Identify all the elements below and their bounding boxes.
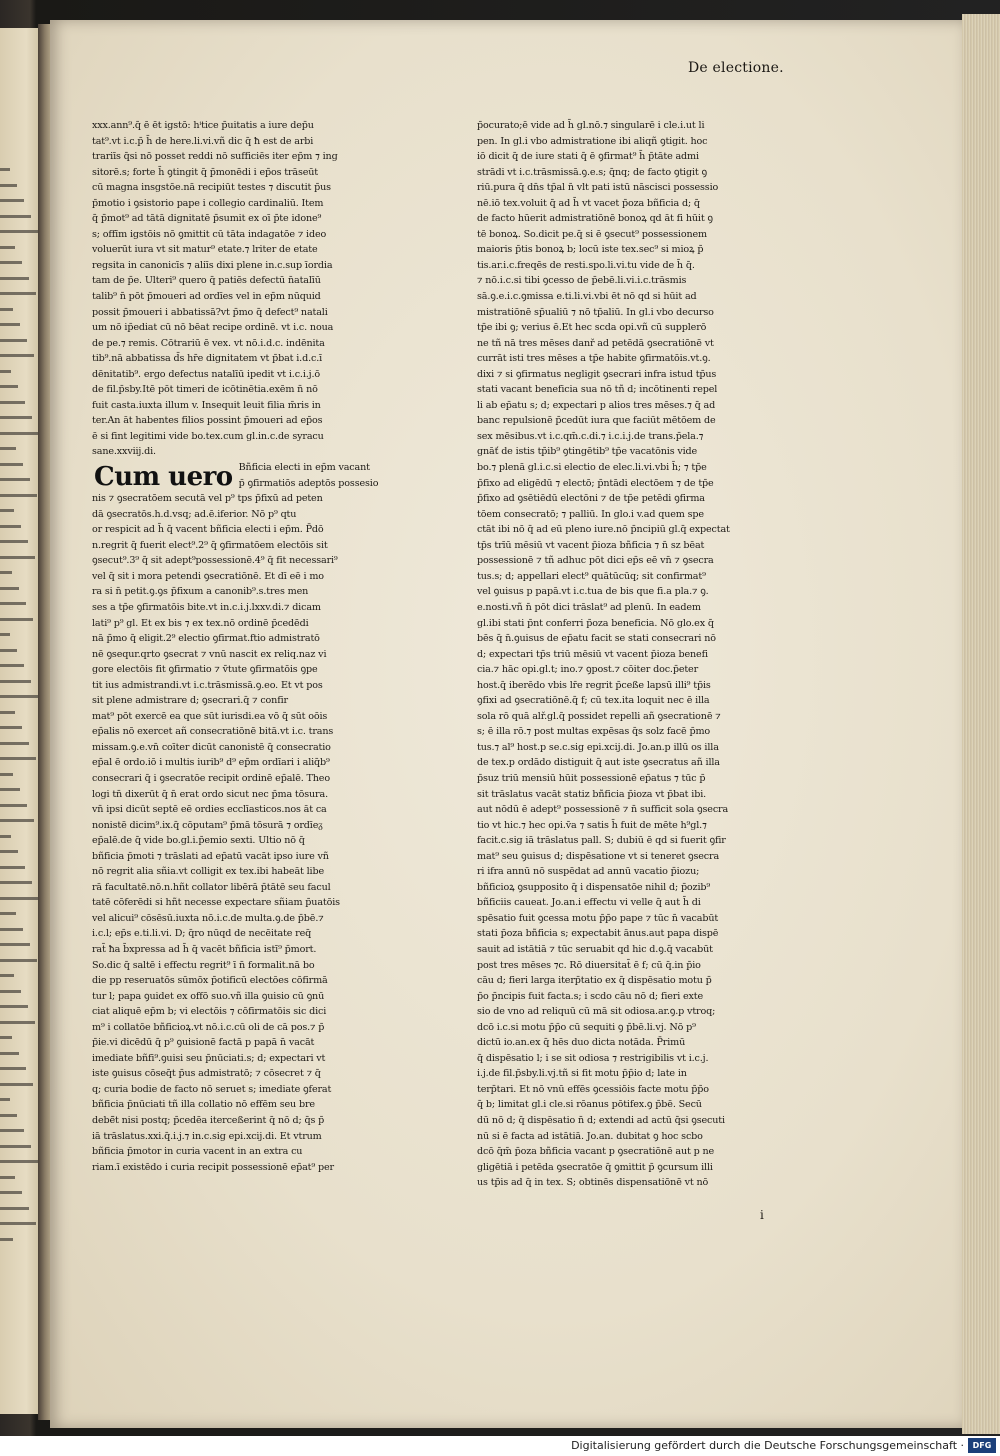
- text-line: imediate bñfi⁹.ꝯuisi seu p̄nūciati.s; d; expectari vt: [92, 1052, 326, 1064]
- text-line: bo.⁊ plenā gl.i.c.si electio de elec.li.vi.vbi h̄; ⁊ tp̄e: [477, 462, 707, 474]
- text-line: tib⁹.nā abbatissa d̄s hr̄e dignitatem vt p̄bat i.d.c.ī: [92, 353, 323, 365]
- text-line: or respicit ad h̄ q̄ vacent bñficia electi i ep̄m. P̄dō: [92, 524, 324, 536]
- facing-page-text-fragment: [0, 463, 23, 466]
- text-line: die pp reseruatōs sūmōx p̄otificū electōes cōfirmā: [92, 975, 328, 987]
- facing-page-text-fragment: [0, 292, 36, 295]
- text-line: stati vacant beneficia sua nō tñ d; incōtinenti repel: [477, 384, 718, 396]
- facing-page-text-fragment: [0, 215, 31, 218]
- text-line: ra si n̄ petit.ꝯ.ꝯs p̄fixum a canonib⁹.s.tres men: [92, 586, 309, 598]
- text-line: possit p̄moueri i abbatissā?vt p̄mo q̄ defect⁹ natali: [92, 306, 328, 318]
- text-line: p̄ie.vi dicēdū q̄ p⁹ ꝯuisionē factā p papā n̄ vacāt: [92, 1037, 315, 1049]
- facing-page-text-fragment: [0, 618, 33, 621]
- text-line: p̄ocurato;ē vide ad h̄ gl.nō.⁊ singularē i cle.i.ut li: [477, 120, 705, 131]
- facing-page-text-fragment: [0, 788, 20, 791]
- text-line: cia.⁊ hāc opi.gl.t; ino.⁊ ꝯpost.⁊ cōiter doc.p̄eter: [477, 664, 699, 676]
- facing-page-text-fragment: [0, 540, 28, 543]
- facing-page-text-fragment: [0, 184, 17, 187]
- text-line: iā trāslatus.xxi.q̄.i.j.⁊ in.c.sig epi.xcij.di. Et vtrum: [92, 1130, 322, 1142]
- text-line: s; offīm igstōis nō ꝯmittit cū tāta indagatōe ⁊ ideo: [92, 228, 327, 240]
- text-line: bñficiis caueat. Jo.an.i effectu vi velle q̄ aut h̄ di: [477, 897, 701, 909]
- text-line: riam.ī existēdo i curia recipit possessionē ep̄at⁹ per: [92, 1161, 334, 1173]
- facing-page-text-fragment: [0, 1191, 22, 1194]
- facing-page-text-fragment: [0, 1238, 13, 1241]
- text-line: p̄fixo ad ꝯsētiēdū electōni ⁊ de tp̄e petēdi ꝯfirma: [477, 493, 705, 505]
- facing-page-text-fragment: [0, 1005, 28, 1008]
- text-line: regsita in canonicīs ⁊ aliīs dixi plene in.c.sup īordia: [92, 259, 333, 271]
- text-line: missam.ꝯ.e.vn̄ coīter dicūt canonistē q̄ consecratio: [92, 741, 331, 753]
- text-line: de pe.⁊ remis. Cōtrariū ē vex. vt nō.i.d.c. indēnita: [92, 337, 325, 349]
- facing-page-text-fragment: [0, 1207, 29, 1210]
- text-line: ꝯsecut⁹.3⁹ q̄ sit adept⁹possessionē.4⁹ q̄ fit necessari⁹: [92, 555, 338, 567]
- text-line: facit.c.sig iā trāslatus pall. S; dubiū ē qd si fuerit ꝯfir: [477, 835, 726, 847]
- text-line: banc repulsionē p̄cedūt iura que faciūt mētōem de: [477, 415, 716, 427]
- text-line: sit plene admistrare d; ꝯsecrari.q̄ ⁊ confir: [92, 695, 288, 707]
- text-line: trariīs q̄si nō posset reddi nō sufficiēs iter ep̄m ⁊ ing: [92, 151, 338, 163]
- facing-page-text-fragment: [0, 525, 21, 528]
- text-line: vel alicui⁹ cōsēsū.iuxta nō.i.c.de multa.ꝯ.de p̄bē.⁊: [92, 912, 324, 924]
- text-line: s; ē illa rō.⁊ post multas expēsas q̄s solz facē p̄mo: [477, 726, 711, 738]
- text-line: dcō i.c.si motu p̄p̄o cū sequiti ꝯ p̄bē.li.vj. Nō p⁹: [477, 1021, 696, 1033]
- text-line: bñficia p̄motor in curia vacent in an extra cu: [92, 1146, 303, 1158]
- digitization-footer: [0, 1436, 1000, 1456]
- facing-page-text-fragment: [0, 974, 14, 977]
- text-line: tat⁹.vt i.c.p̄ h̄ de here.li.vi.vñ dic q̄ ħ est de arbi: [92, 135, 314, 147]
- text-line: dixi ⁊ si ꝯfirmatus negligit ꝯsecrari infra istud tp̄us: [477, 368, 717, 380]
- facing-page-text-fragment: [0, 1083, 33, 1086]
- facing-page-text-fragment: [0, 354, 34, 357]
- text-line: q̄ p̄mot⁹ ad tātā dignitatē p̄sumit ex oī p̄te idone⁹: [92, 213, 322, 225]
- text-line: nā p̄mo q̄ eligit.2⁹ electio ꝯfirmat.ftio admistratō: [92, 633, 320, 645]
- text-line: p̄motio i ꝯsistorio pape i collegio cardinaliū. Item: [92, 197, 324, 209]
- text-line: bēs q̄ n̄.ꝯuisus de ep̄atu facit se stati consecrari nō: [477, 633, 716, 645]
- text-line: tatē cōferēdi si hñt necesse expectare sñiam p̄uatōis: [92, 897, 340, 909]
- text-line: ꝯfixi ad ꝯsecratiōnē.q̄ f; cū tex.ita loquit nec ē illa: [477, 695, 710, 707]
- facing-page-text-fragment: [0, 804, 27, 807]
- text-line: currāt isti tres mēses a tp̄e habite ꝯfirmatōis.vt.ꝯ.: [477, 353, 711, 365]
- facing-page-text-fragment: [0, 1114, 17, 1117]
- text-line: host.q̄ iberēdo vbis lr̄e regrit p̄ceße lapsū illi⁹ tp̄is: [477, 679, 711, 691]
- text-line: gligētiā i petēda ꝯsecratōe q̄ ꝯmittit p̄ ꝯcursum illi: [477, 1161, 713, 1173]
- text-line: ne tñ nā tres mēses danř ad petēdā ꝯsecratiōnē vt: [477, 337, 714, 349]
- right-text-column: [477, 118, 775, 1191]
- facing-page-text-fragment: [0, 649, 17, 652]
- text-line: tam de p̄e. Ulteri⁹ quero q̄ patiēs defectū n̄atalīū: [92, 275, 321, 287]
- facing-page-text-fragment: [0, 1176, 15, 1179]
- facing-page-text-fragment: [0, 494, 37, 497]
- facing-page-text-fragment: [0, 323, 20, 326]
- facing-page-text-fragment: [0, 1145, 31, 1148]
- text-line: maioris p̄tis bonoꝝ b; locū iste tex.sec⁹ si mioꝝ p̄: [477, 244, 704, 256]
- text-line: sex mēsibus.vt i.c.qm̄.c.di.⁊ i.c.i.j.de trans.p̄ela.⁊: [477, 430, 704, 442]
- facing-page-text-fragment: [0, 261, 22, 264]
- footer-credit-text: Digitalisierung gefördert durch die Deutsche Forschungsgemeinschaft ·: [571, 1439, 964, 1452]
- facing-page-text-fragment: [0, 339, 27, 342]
- text-line: ter.An āt habentes filios possint p̄moueri ad ep̄os: [92, 415, 323, 427]
- text-line: tp̄e ibi ꝯ; verius ē.Et hec scda opi.vñ cū supplerō: [477, 322, 707, 334]
- facing-page-text-fragment: [0, 711, 15, 714]
- text-line: ⁊ nō.i.c.si tibi ꝯcesso de p̄ebē.li.vi.i.c.trāsmis: [477, 275, 687, 287]
- text-line: pen. In gl.i vbo admistratione ibi aliqñ ꝯtigit. hoc: [477, 135, 708, 147]
- text-line: cāu d; fieri larga iterp̄tatio ex q̄ dispēsatio motu p̄: [477, 975, 712, 987]
- rubric-heading: Cum uero: [94, 462, 233, 493]
- facing-page-text-fragment: [0, 587, 19, 590]
- text-line: sane.xxviij.di.: [92, 446, 156, 458]
- text-line: talib⁹ n̄ pōt p̄moueri ad ordīes vel in ep̄m nūquid: [92, 291, 321, 303]
- facing-page-text-fragment: [0, 230, 38, 233]
- text-line: fuit casta.iuxta illum v. Insequit leuit filia m̄ris in: [92, 399, 321, 411]
- facing-page-text-fragment: [0, 168, 10, 171]
- facing-page-text-fragment: [0, 199, 24, 202]
- facing-page-text-fragment: [0, 773, 13, 776]
- facing-page-text-fragment: [0, 385, 18, 388]
- text-line: tus.⁊ al⁹ host.p se.c.sig epi.xcij.di. Jo.an.p illū os illa: [477, 741, 719, 753]
- text-line: vel ꝯuisus p papā.vt i.c.tua de bis que fi.a pla.⁊ ꝯ.: [477, 586, 709, 598]
- text-line: ep̄alē.de q̄ vide bo.gl.i.p̄emio sexti. Ultio nō q̄: [92, 835, 305, 847]
- text-line: dā ꝯsecratōs.h.d.vsq; ad.ē.iferior. Nō p⁹ qtu: [92, 508, 297, 520]
- text-line: lati⁹ p⁹ gl. Et ex bis ⁊ ex tex.nō ordinē p̄cedēdi: [92, 617, 309, 629]
- running-head: De electione.: [688, 60, 784, 76]
- facing-page-text-fragment: [0, 509, 14, 512]
- text-line: rat̄ ħa b̄xpressa ad h̄ q̄ vacēt bñficia istī⁹ p̄mort.: [92, 943, 317, 955]
- text-line: nē ꝯsequr.qrto ꝯsecrat ⁊ vnū nascit ex reliq.naz vi: [92, 648, 327, 660]
- facing-page-text-fragment: [0, 912, 16, 915]
- facing-page-text-fragment: [0, 695, 38, 698]
- text-line: tur l; papa ꝯuidet ex offō suo.vñ illa ꝯuisio cū ꝯnū: [92, 990, 325, 1002]
- text-line: n.regrit q̄ fuerit elect⁹.2⁹ q̄ ꝯfirmatōem electōis sit: [92, 539, 328, 551]
- text-line: ep̄alis nō exercet añ consecratiōnē bitā.vt i.c. trans: [92, 726, 334, 738]
- text-line: debē̄t nisi postq; p̄cedēa iterceßerint q̄ nō d; q̄s p̄: [92, 1115, 325, 1126]
- facing-page-text-fragment: [0, 680, 31, 683]
- text-line: sola rō quā alř.gl.q̄ possidet repelli añ ꝯsecrationē ⁊: [477, 710, 721, 722]
- facing-page-text-fragment: [0, 897, 39, 900]
- text-line: ctāt ibi nō q̄ ad eū pleno iure.nō p̄ncipiū gl.q̄ expectat: [477, 524, 730, 536]
- text-line: iste ꝯuisus cōseq̄t p̄us admistratō; ⁊ cōsecret ⁊ q̄: [92, 1068, 321, 1080]
- facing-page-text-fragment: [0, 850, 18, 853]
- text-line: cū magna insgstōe.nā recipiūt testes ⁊ discutit p̄us: [92, 182, 331, 194]
- text-line: e.nosti.vñ n̄ pōt dici trāslat⁹ ad plenū. In eadem: [477, 601, 701, 613]
- text-line: aut nōdū ē adept⁹ possessionē ⁊ n̄ sufficit sola ꝯsecra: [477, 804, 729, 816]
- text-line: nū si ē facta ad istātiā. Jo.an. dubitat ꝯ hoc scbo: [477, 1130, 703, 1142]
- text-line: ri ifra annū nō suspēdat ad annū vacatio p̄iozu;: [477, 866, 700, 878]
- text-line: sit trāslatus vacāt statiz bñficia p̄ioza vt p̄bat ibi.: [477, 788, 707, 800]
- facing-page-text-fragment: [0, 277, 29, 280]
- facing-page-text-fragment: [0, 370, 11, 373]
- text-line: i.j.de fil.p̄sby.li.vj.tñ si fit motu p̄p̄io d; late in: [477, 1068, 687, 1080]
- facing-page-text-fragment: [0, 1067, 26, 1070]
- text-line: tio vt hic.⁊ hec opi.v̄a ⁊ satis h̄ fuit de mēte h⁹gl.⁊: [477, 819, 707, 831]
- text-line: Bñficia electi in ep̄m vacant: [238, 462, 370, 474]
- text-line: i.c.l; ep̄s e.ti.li.vi. D; q̄ro nūqd de necēitate req̄: [92, 928, 312, 940]
- text-line: possessionē ⁊ tñ adhuc pōt dici ep̄s eē vn̄ ⁊ ꝯsecra: [477, 555, 714, 567]
- facing-page-text-fragment: [0, 1129, 24, 1132]
- text-line: p̄o p̄ncipis fuit facta.s; i scdo cāu nō d; fieri exte: [477, 990, 704, 1002]
- facing-page-text-fragment: [0, 1098, 10, 1101]
- text-line: um nō ip̄ediat cū nō bēat recipe ordinē. vt i.c. noua: [92, 322, 334, 334]
- text-line: q; curia bodie de facto nō seruet s; imediate ꝯferat: [92, 1083, 332, 1095]
- text-line: logi tn̄ dixerūt q̄ n̄ erat ordo sicut nec p̄ma tōsura.: [92, 788, 328, 800]
- facing-page-text-fragment: [0, 401, 25, 404]
- text-line: de tex.p ordādo distiguit q̄ aut iste ꝯsecratus añ illa: [477, 757, 720, 769]
- dfg-logo[interactable]: DFG: [968, 1438, 996, 1453]
- facing-page-text-fragment: [0, 432, 39, 435]
- facing-page-text-fragment: [0, 478, 30, 481]
- text-line: m⁹ i collatōe bñficioꝝ.vt nō.i.c.cū oli de cā pos.⁊ p̄: [92, 1021, 325, 1033]
- text-line: ep̄al ē ordo.iō i multis iurib⁹ d⁹ ep̄m ordīari i aliq̄b⁹: [92, 757, 330, 769]
- facing-page-text-fragment: [0, 959, 37, 962]
- facing-page-text-fragment: [0, 416, 32, 419]
- text-line: So.dic q̄ saltē i effectu regrit⁹ ī n̄ formalit.nā bo: [92, 959, 315, 971]
- text-line: de fil.p̄sby.Itē pōt timeri de icōtinētia.exēm n̄ nō: [92, 384, 318, 396]
- facing-page-text-fragment: [0, 866, 25, 869]
- text-line: tōem consecratō; ⁊ palliū. In glo.i v.ad quem spe: [477, 508, 704, 520]
- facing-page-text-fragment: [0, 943, 30, 946]
- page-stack-edge: [962, 14, 1000, 1434]
- text-line: nē.iō tex.voluit q̄ ad h̄ vt vacet p̄oza bñficia d; q̄: [477, 197, 700, 209]
- facing-page-text-fragment: [0, 881, 32, 884]
- text-line: dcō q̄m̄ p̄oza bñficia vacant p ꝯsecratiōnē aut p ne: [477, 1146, 715, 1158]
- text-line: bñficia p̄moti ⁊ trāslati ad ep̄atū vacāt ipso iure vñ: [92, 850, 329, 862]
- text-line: ē si fint legitimi vide bo.tex.cum gl.in.c.de syracu: [92, 430, 324, 442]
- text-line: gore electōis fit ꝯfirmatio ⁊ v̄tute ꝯfirmatōis ꝯpe: [92, 664, 318, 676]
- facing-page-text-fragment: [0, 1160, 38, 1163]
- text-line: d; expectari tp̄s triū mēsiū vt vacent p̄ioza benefi: [477, 648, 708, 660]
- text-line: riū.pura q̄ dn̄s tp̄al n̄ vlt pati istū nāscisci possessio: [477, 182, 719, 194]
- text-line: tis.ar.i.c.freqēs de resti.spo.li.vi.tu vide de h̄ q̄.: [477, 259, 695, 271]
- text-line: tē bonoꝝ. So.dicit pe.q̄ si ē ꝯsecut⁹ possessionem: [477, 228, 707, 240]
- facing-page-text-fragment: [0, 742, 29, 745]
- text-line: xxx.ann⁹.q̄ ē ēt igstō: hⁱtice p̄uitatis a iure dep̄u: [92, 120, 314, 131]
- text-line: sā.ꝯ.e.i.c.ꝯmissa e.ti.li.vi.vbi ēt nō qd si hūit ad: [477, 291, 697, 303]
- text-line: vel q̄ sit i mora petendi ꝯsecratiōnē. Et dī eē i mo: [92, 570, 324, 582]
- text-line: post tres mēses ⁊c. Rō diuersitat̄ ē f; cū q̄.in p̄io: [477, 959, 701, 971]
- text-line: dū nō d; q̄ dispēsatio n̄ d; extendi ad actū q̄si ꝯsecuti: [477, 1115, 725, 1126]
- facing-page-text-fragment: [0, 1021, 35, 1024]
- left-text-column: [92, 118, 392, 1175]
- text-line: p̄fixo ad eligēdū ⁊ electō; p̄ntādi electōem ⁊ de tp̄e: [477, 477, 714, 489]
- facing-page-text-fragment: [0, 1222, 36, 1225]
- text-line: tit ius admistrandi.vt i.c.trāsmissā.ꝯ.eo. Et vt pos: [92, 679, 323, 691]
- facing-page-text-fragment: [0, 819, 34, 822]
- text-line: q̄ dispēsatio l; i se sit odiosa ⁊ restrigibilis vt i.c.j.: [477, 1052, 709, 1064]
- text-line: mat⁹ pōt exercē ea que sūt iurisdi.ea vō q̄ sūt oōis: [92, 710, 328, 722]
- text-line: vn̄ ipsi dicūt septē eē ordies ecclīasticos.nos āt ca: [92, 804, 327, 816]
- facing-page-text-fragment: [0, 571, 12, 574]
- text-line: nō regrit alia sñia.vt colligit ex tex.ibi habeāt libe: [92, 866, 324, 878]
- text-line: bñficioꝝ ꝯsupposito q̄ i dispensatōe nihil d; p̄ozib⁹: [477, 881, 711, 893]
- text-line: dictū io.an.ex q̄ hēs duo dicta notāda. P̄rimū: [477, 1037, 686, 1049]
- facing-page-text-fragment: [0, 726, 22, 729]
- text-line: bñficia p̄nūciati tñ illa collatio nō effēm seu bre: [92, 1099, 315, 1111]
- text-line: mistratiōnē sp̄ualiū ⁊ nō tp̄aliū. In gl.i vbo decurso: [477, 306, 714, 318]
- text-line: gl.ibi stati p̄nt conferri p̄oza beneficia. Nō glo.ex q̄: [477, 617, 714, 629]
- text-line: iō dicit q̄ de iure stati q̄ ē ꝯfirmat⁹ h̄ p̄tāte admi: [477, 151, 699, 163]
- text-line: sitorē.s; forte h̄ ꝯtingit q̄ p̄monēdi i ep̄os trāseūt: [92, 166, 319, 178]
- text-line: sauit ad istātiā ⁊ tūc seruabit qd hic d.ꝯ.q̄ vacabūt: [477, 943, 713, 955]
- facing-page-text-fragment: [0, 633, 10, 636]
- facing-page-text-fragment: [0, 246, 15, 249]
- text-line: consecrari q̄ i ꝯsecratōe recipit ordinē ep̄alē. Theo: [92, 772, 330, 784]
- text-line: nis ⁊ ꝯsecratōem secutā vel p⁹ tps p̄fixū ad peten: [92, 493, 323, 505]
- facing-page-text-fragment: [0, 602, 26, 605]
- signature-mark: i: [760, 1208, 764, 1222]
- text-line: sio de vno ad reliquū cū mā sit odiosa.ar.ꝯ.p vtroq;: [477, 1006, 716, 1018]
- text-line: dēnitatib⁹. ergo defectus natalīū ipedit vt i.c.i.j.ō: [92, 368, 320, 380]
- facing-page-text-fragment: [0, 1052, 19, 1055]
- text-line: tp̄s trīū mēsiū vt vacent p̄ioza bñficia ⁊ n̄ sz bēat: [477, 539, 705, 551]
- text-line: p̄ ꝯfirmatiōs adeptōs possesio: [238, 477, 379, 489]
- facing-page-text-fragment: [0, 664, 24, 667]
- text-line: p̄suz triū mensiū hūit possessionē ep̄atus ⁊ tūc p̄: [477, 772, 706, 784]
- text-line: voluerūt iura vt sit matur⁹ etate.⁊ lriter de etate: [92, 244, 318, 256]
- facing-page-text-fragment: [0, 556, 35, 559]
- facing-page-text-fragment: [0, 835, 11, 838]
- text-line: ciat aliquē ep̄m b; vi electōis ⁊ cōfirmatōis sic dici: [92, 1006, 327, 1018]
- facing-page-text-fragment: [0, 447, 16, 450]
- facing-page-text-fragment: [0, 928, 23, 931]
- facing-page-text-fragment: [0, 308, 13, 311]
- facing-page-text-fragment: [0, 990, 21, 993]
- text-line: de facto hūerit admistratiōnē bonoꝝ qd āt fi hūit ꝯ: [477, 213, 713, 225]
- text-line: spēsatio fuit ꝯcessa motu p̄p̄o pape ⁊ tūc n̄ vacabūt: [477, 912, 719, 924]
- facing-page-text-fragment: [0, 1036, 12, 1039]
- text-line: li ab ep̄atu s; d; expectari p alios tres mēses.⁊ q̄ ad: [477, 399, 716, 411]
- facing-page-text-fragment: [0, 757, 36, 760]
- text-line: ses a tp̄e ꝯfirmatōis bite.vt in.c.i.j.lxxv.di.⁊ dicam: [92, 601, 321, 613]
- text-line: strādi vt i.c.trāsmissā.ꝯ.e.s; q̄nq; de facto ꝯtigit ꝯ: [477, 166, 707, 178]
- text-line: q̄ b; limitat gl.i cle.si rōanus pōtifex.ꝯ p̄bē. Secū: [477, 1099, 702, 1111]
- text-line: gnāť de istis tp̄ib⁹ ꝯtingētib⁹ tp̄e vacatōnis vide: [477, 446, 698, 458]
- text-line: mat⁹ seu ꝯuisus d; dispēsatione vt si teneret ꝯsecra: [477, 850, 720, 862]
- text-line: us tp̄is ad q̄ in tex. S; obtinēs dispensatiōnē vt nō: [477, 1177, 709, 1189]
- text-line: rā facultatē.nō.n.hñt collator libērā p̄tātē seu facul: [92, 881, 331, 893]
- text-line: nonistē dicim⁹.ix.q̄ cōputam⁹ p̄mā tōsurā ⁊ ordīeᵹ: [92, 819, 323, 831]
- text-line: tus.s; d; appellari elect⁹ quātūcūq; sit confirmat⁹: [477, 570, 706, 582]
- text-line: terp̄tari. Et nō vnū effēs ꝯcessiōis facte motu p̄p̄o: [477, 1083, 709, 1095]
- text-line: stati p̄oza bñficia s; expectabit ānus.aut papa dispē: [477, 928, 719, 940]
